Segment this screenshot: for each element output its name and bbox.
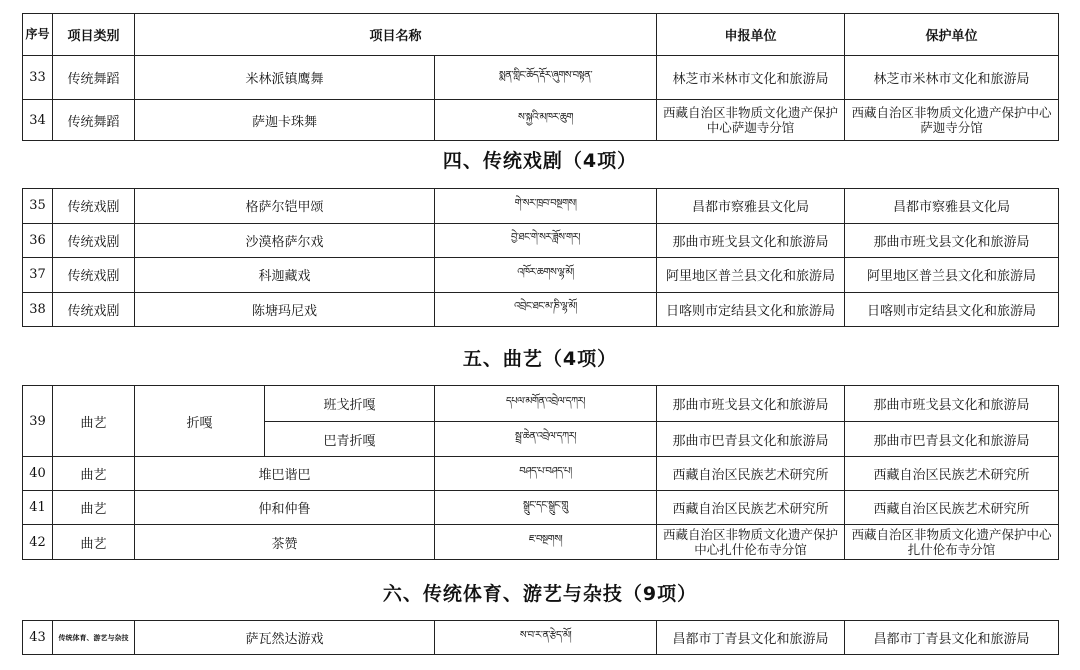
row-sub-name: 巴青折嘎: [265, 422, 435, 457]
row-no: 42: [23, 525, 53, 560]
row-applicant: 那曲市班戈县文化和旅游局: [657, 223, 845, 258]
row-protector: 西藏自治区民族艺术研究所: [845, 491, 1059, 525]
row-no: 41: [23, 491, 53, 525]
row-name: 陈塘玛尼戏: [135, 292, 435, 327]
row-name: 萨迦卡珠舞: [135, 100, 435, 141]
row-applicant: 昌都市丁青县文化和旅游局: [657, 621, 845, 655]
row-protector: 西藏自治区非物质文化遗产保护中心萨迦寺分馆: [845, 100, 1059, 141]
row-applicant: 日喀则市定结县文化和旅游局: [657, 292, 845, 327]
table-row: [23, 457, 1059, 491]
row-tibetan-name: གེ་སར་ཁྲབ་བསྔགས།: [435, 189, 657, 224]
row-protector: 那曲市巴青县文化和旅游局: [845, 422, 1059, 457]
row-no: 36: [23, 223, 53, 258]
row-tibetan-name: ས་སྐྱའི་མཁར་ཆུག: [435, 100, 657, 141]
table-header-row: [23, 14, 1059, 56]
row-name: 格萨尔铠甲颂: [135, 189, 435, 224]
row-applicant: 阿里地区普兰县文化和旅游局: [657, 258, 845, 293]
row-protector: 昌都市丁青县文化和旅游局: [845, 621, 1059, 655]
row-tibetan-name: སྦྲ་ཆེན་འབྲེལ་དཀར།: [435, 422, 657, 457]
table-row: [23, 189, 1059, 224]
row-no: 34: [23, 100, 53, 141]
row-applicant: 西藏自治区非物质文化遗产保护中心萨迦寺分馆: [657, 100, 845, 141]
table-row: [23, 621, 1059, 655]
row-category: 传统戏剧: [53, 292, 135, 327]
row-category: 传统戏剧: [53, 258, 135, 293]
row-name: 米林派镇鹰舞: [135, 56, 435, 100]
row-tibetan-name: ཇ་བསྔགས།: [435, 525, 657, 560]
row-no: 38: [23, 292, 53, 327]
row-protector: 那曲市班戈县文化和旅游局: [845, 386, 1059, 422]
row-applicant: 西藏自治区非物质文化遗产保护中心扎什伦布寺分馆: [657, 525, 845, 560]
row-tibetan-name: སྒྲུང་དང་སྒྲུང་གླུ: [435, 491, 657, 525]
row-tibetan-name: སྨན་གླིང་ཆོད་རྡོར་ཞུགས་བསྟན་: [435, 56, 657, 100]
row-protector: 林芝市米林市文化和旅游局: [845, 56, 1059, 100]
row-category: 曲艺: [53, 491, 135, 525]
row-no: 43: [23, 621, 53, 655]
row-name: 仲和仲鲁: [135, 491, 435, 525]
row-category: 传统戏剧: [53, 189, 135, 224]
table-row: [23, 491, 1059, 525]
row-group-name: 折嘎: [135, 386, 265, 457]
header-name: 项目名称: [135, 14, 657, 56]
row-applicant: 林芝市米林市文化和旅游局: [657, 56, 845, 100]
row-name: 沙漠格萨尔戏: [135, 223, 435, 258]
row-category: 传统体育、游艺与杂技: [53, 621, 135, 655]
row-protector: 西藏自治区非物质文化遗产保护中心扎什伦布寺分馆: [845, 525, 1059, 560]
heritage-table-drama: [22, 188, 1059, 327]
row-protector: 阿里地区普兰县文化和旅游局: [845, 258, 1059, 293]
row-tibetan-name: ས་བ་ར་ན་རྩེད་མོ།: [435, 621, 657, 655]
row-category: 曲艺: [53, 457, 135, 491]
row-category: 传统戏剧: [53, 223, 135, 258]
table-row: [23, 100, 1059, 141]
row-name: 茶赞: [135, 525, 435, 560]
row-applicant: 那曲市巴青县文化和旅游局: [657, 422, 845, 457]
header-protector: 保护单位: [845, 14, 1059, 56]
table-row: [23, 258, 1059, 293]
row-protector: 那曲市班戈县文化和旅游局: [845, 223, 1059, 258]
row-tibetan-name: འཁོར་ཆགས་ལྷ་མོ།: [435, 258, 657, 293]
row-protector: 昌都市察雅县文化局: [845, 189, 1059, 224]
heritage-table-dance: [22, 13, 1059, 141]
row-no: 39: [23, 386, 53, 457]
row-sub-name: 班戈折嘎: [265, 386, 435, 422]
row-tibetan-name: བཤད་པ་བཤད་པ།: [435, 457, 657, 491]
row-no: 37: [23, 258, 53, 293]
section-heading-drama: 四、传统戏剧（4项）: [442, 150, 638, 172]
row-tibetan-name: དཔལ་མགོན་འབྲེལ་དཀར།: [435, 386, 657, 422]
row-applicant: 西藏自治区民族艺术研究所: [657, 457, 845, 491]
table-row: [23, 292, 1059, 327]
row-protector: 西藏自治区民族艺术研究所: [845, 457, 1059, 491]
header-category: 项目类别: [53, 14, 135, 56]
table-row: [23, 56, 1059, 100]
row-applicant: 西藏自治区民族艺术研究所: [657, 491, 845, 525]
heritage-table-quyi: [22, 385, 1059, 560]
header-applicant: 申报单位: [657, 14, 845, 56]
table-row: [23, 223, 1059, 258]
row-tibetan-name: བྱེ་ཐང་གེ་སར་ཟློས་གར།: [435, 223, 657, 258]
table-row: [23, 525, 1059, 560]
row-tibetan-name: འབྲེང་ཐང་མ་ཎི་ལྷ་མོ།: [435, 292, 657, 327]
row-no: 35: [23, 189, 53, 224]
row-category: 传统舞蹈: [53, 100, 135, 141]
row-category: 传统舞蹈: [53, 56, 135, 100]
row-name: 堆巴谐巴: [135, 457, 435, 491]
row-name: 萨瓦然达游戏: [135, 621, 435, 655]
row-no: 40: [23, 457, 53, 491]
row-name: 科迦藏戏: [135, 258, 435, 293]
row-no: 33: [23, 56, 53, 100]
section-heading-quyi: 五、曲艺（4项）: [462, 348, 618, 370]
row-protector: 日喀则市定结县文化和旅游局: [845, 292, 1059, 327]
heritage-table-sports: [22, 620, 1059, 655]
row-category: 曲艺: [53, 386, 135, 457]
row-applicant: 那曲市班戈县文化和旅游局: [657, 386, 845, 422]
row-category: 曲艺: [53, 525, 135, 560]
header-no: 序号: [23, 14, 53, 56]
section-heading-sports: 六、传统体育、游艺与杂技（9项）: [382, 583, 698, 605]
row-applicant: 昌都市察雅县文化局: [657, 189, 845, 224]
table-row: [23, 386, 1059, 422]
